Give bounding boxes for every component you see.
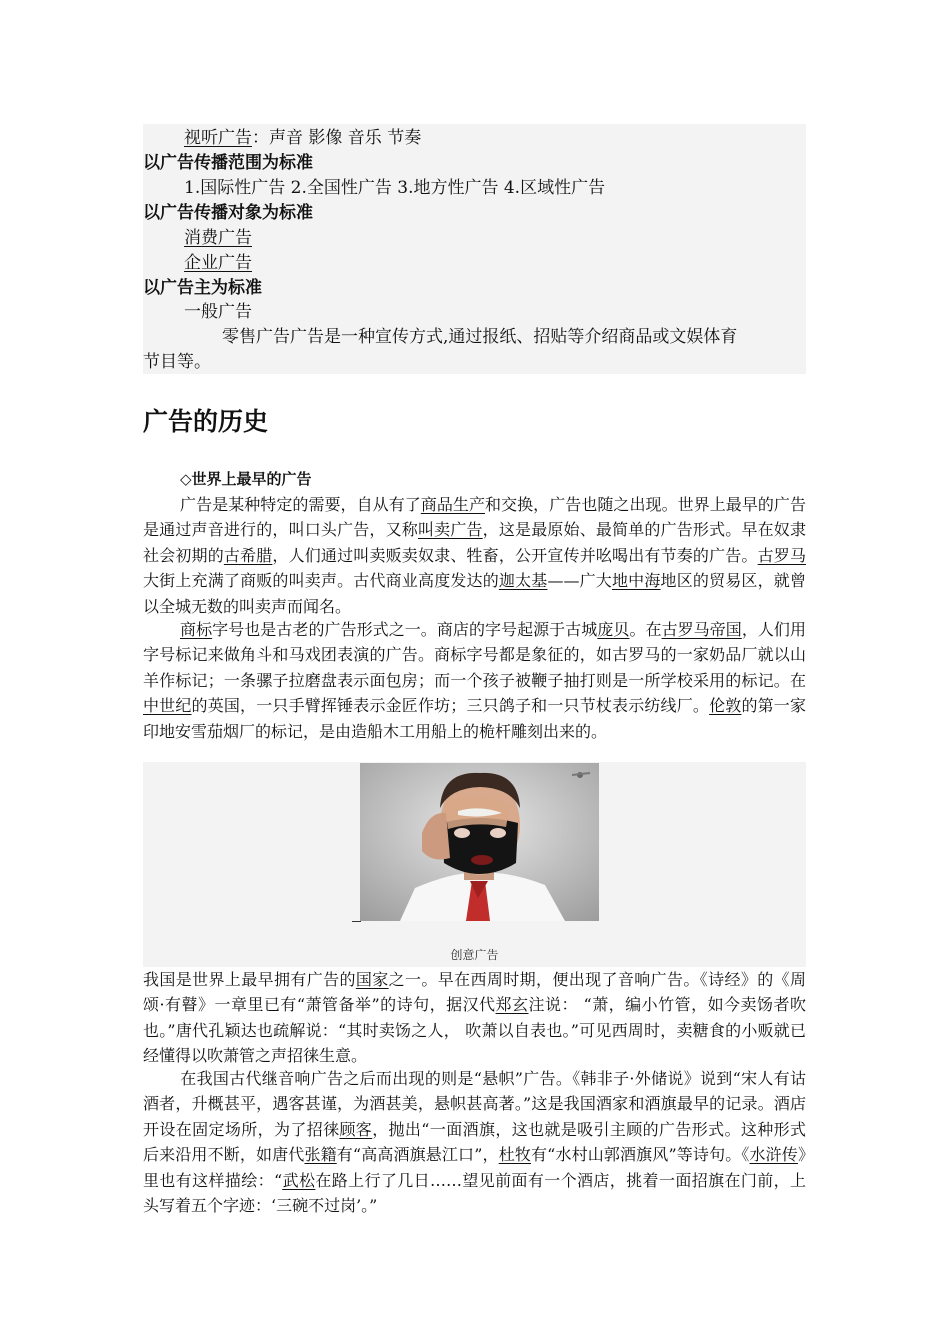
- inline-link[interactable]: 庞贝: [597, 620, 630, 639]
- text-run: 我国是世界上最早拥有广告的: [143, 970, 356, 989]
- text-run: 广告是某种特定的需要，自从有了: [180, 495, 421, 514]
- text-run: ——广大: [547, 571, 612, 591]
- owner-heading: 以广告主为标准: [143, 278, 262, 298]
- text-run: 字号也是古老的广告形式之一。商店的字号起源于古城: [212, 620, 598, 639]
- text-run: 。在: [629, 620, 662, 639]
- inline-link[interactable]: 水浒传: [749, 1145, 798, 1165]
- text-run: ，人们用字号标记来做角斗和马戏团表演的广告。商标字号都是象征的，如古罗马的一家奶品厂就以山羊作标记；一条骡子拉磨盘表示面包房；而一个孩子被鞭子抽打则是一所学校采用的标记。在: [143, 620, 806, 690]
- section-subtitle: ◇世界上最早的广告: [180, 470, 312, 488]
- text-run: 有“水村山郭酒旗风”等诗句。《: [530, 1145, 750, 1165]
- text-run: 大街上充满了商贩的叫卖声。古代商业高度发达的: [143, 571, 499, 591]
- text-cursor: [352, 921, 361, 922]
- inline-link[interactable]: 商品生产: [420, 495, 486, 514]
- inline-link[interactable]: 商标: [180, 620, 213, 639]
- inline-link[interactable]: 中世纪: [143, 696, 192, 716]
- paragraph-earliest-ads: [143, 492, 806, 619]
- text-run: 注说： “萧，编小竹管，如今卖饧者吹也。”唐代孔颖达也疏解说：“其时卖饧之人， 吹萧以自表也。”可见西周时，卖糖食的小贩就已经懂得以吹萧管之声招徕生意。: [143, 995, 806, 1066]
- enterprise-ad-link[interactable]: 企业广告: [184, 253, 252, 273]
- consumer-ad-link[interactable]: 消费广告: [184, 228, 252, 248]
- av-ad-link[interactable]: 视听广告: [184, 128, 252, 148]
- image-caption: 创意广告: [450, 948, 499, 962]
- text-run: ，抛出“一面酒旗，这也就是吸引主顾的广告形式。这种形式后来沿用不断，如唐代: [143, 1119, 806, 1165]
- text-run: 和交换，广告也随之出现。世界上最早的广告是通过声音进行的，叫口头广告，又称: [143, 495, 806, 540]
- inline-link[interactable]: 国家: [355, 970, 389, 989]
- enterprise-ad-line: [184, 251, 806, 275]
- inline-link[interactable]: 古罗马帝国: [661, 620, 742, 639]
- text-run: 有“高高酒旗悬江口”，: [336, 1145, 499, 1165]
- text-run: 在我国古代继音响广告之后而出现的则是“悬帜”广告。《韩非子·外储说》说到“宋人有诂酒者，升概甚平，遇客甚谨，为酒甚美，悬帜甚高著。”这是我国酒家和酒旗最早的记录。酒店开设在固定场所，为了招徕: [143, 1069, 806, 1139]
- retail-ad-line1: 零售广告广告是一种宣传方式,通过报纸、招贴等介绍商品或文娱体育: [222, 327, 738, 347]
- inline-link[interactable]: 叫卖广告: [417, 520, 483, 540]
- text-run: 的第一家印地安雪茄烟厂的标记，是由造船木工用船上的桅杆雕刻出来的。: [143, 696, 806, 741]
- inline-link[interactable]: 郑玄: [495, 995, 529, 1015]
- av-ad-line: [184, 126, 806, 150]
- text-run: ，这是最原始、最简单的广告形式。早在奴隶社会初期的: [143, 520, 806, 565]
- creative-ad-photo: [360, 763, 599, 921]
- text-run: 在路上行了几日……望见前面有一个酒店，挑着一面招旗在门前，上头写着五个字迹：‘三碗不过岗’。”: [143, 1170, 806, 1216]
- scope-items: 1.国际性广告 2.全国性广告 3.地方性广告 4.区域性广告: [184, 178, 606, 198]
- masked-man-illustration: [360, 763, 599, 921]
- inline-link[interactable]: 顾客: [339, 1119, 373, 1139]
- inline-link[interactable]: 伦敦: [709, 696, 742, 716]
- paragraph-wine-flag-ads: [143, 1066, 806, 1218]
- text-run: 的英国，一只手臂挥锤表示金匠作坊；三只鸽子和一只节杖表示纺线厂。: [191, 696, 710, 716]
- inline-link[interactable]: 张籍: [304, 1145, 337, 1165]
- inline-link[interactable]: 武松: [282, 1170, 316, 1190]
- text-run: 》里也有这样描绘：“: [143, 1145, 806, 1190]
- text-run: 之一。早在西周时期，便出现了音响广告。《诗经》的《周颂·有瞽》一章里已有“萧管备举”的诗句，据汉代: [143, 970, 806, 1015]
- text-run: 地区的贸易区，就曾以全城无数的叫卖声而闻名。: [143, 571, 806, 616]
- section-title: 广告的历史: [143, 407, 269, 436]
- general-ad-item: 一般广告: [184, 302, 252, 322]
- paragraph-trademarks: [143, 617, 806, 744]
- inline-link[interactable]: 杜牧: [498, 1145, 531, 1165]
- inline-link[interactable]: 迦太基: [498, 571, 548, 591]
- inline-link[interactable]: 古希腊: [223, 545, 273, 565]
- text-run: ，人们通过叫卖贩卖奴隶、牲畜，公开宣传并吆喝出有节奏的广告。: [272, 545, 758, 565]
- av-ad-desc: ：声音 影像 音乐 节奏: [252, 128, 422, 148]
- consumer-ad-line: [184, 226, 806, 250]
- inline-link[interactable]: 古罗马: [757, 545, 806, 565]
- target-heading: 以广告传播对象为标准: [143, 203, 313, 223]
- retail-ad-line2: 节目等。: [143, 352, 211, 372]
- paragraph-china-sound-ads: [143, 967, 806, 1069]
- scope-heading: 以广告传播范围为标准: [143, 153, 313, 173]
- inline-link[interactable]: 地中海: [612, 571, 661, 591]
